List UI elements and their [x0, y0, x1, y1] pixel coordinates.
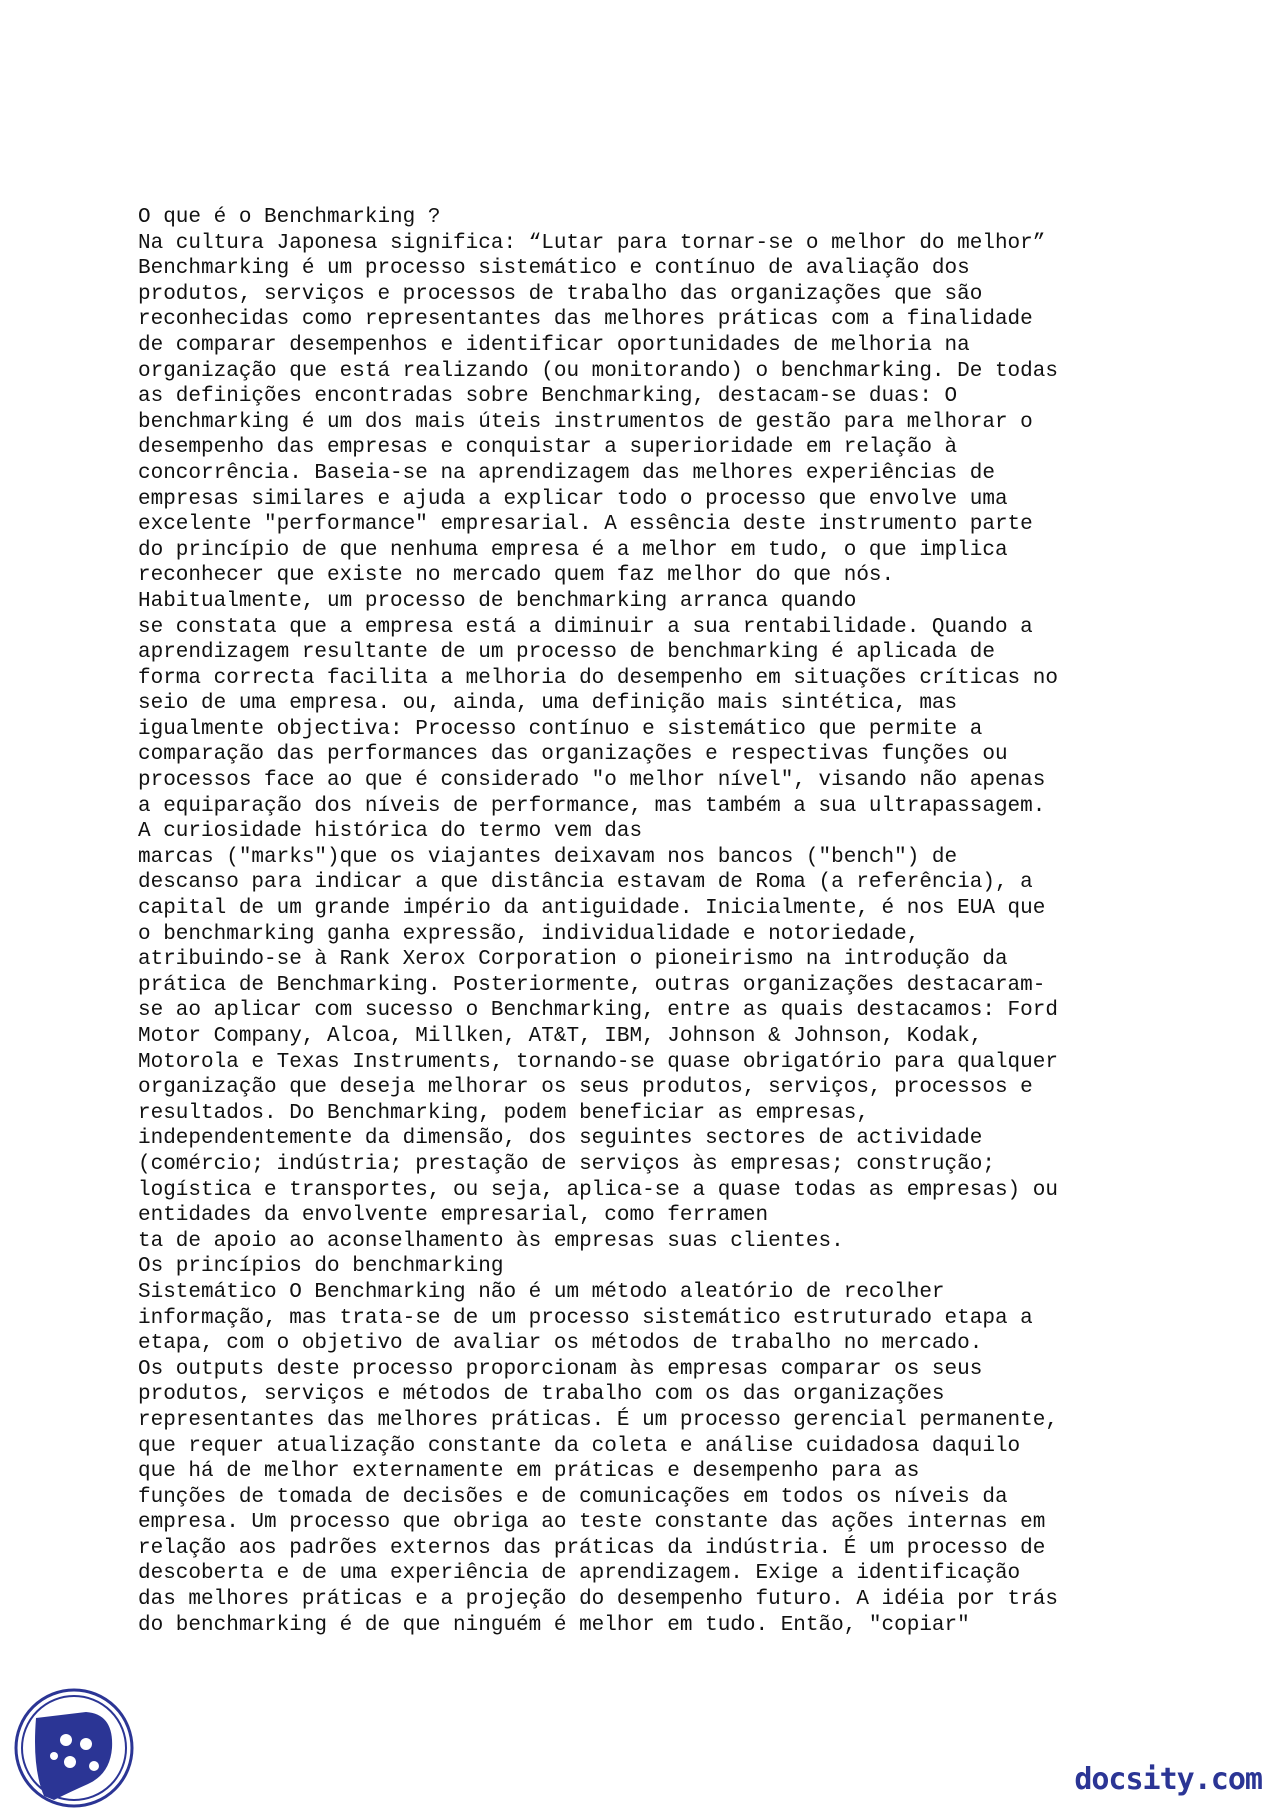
text-line: Os outputs deste processo proporcionam às empresas comparar os seus	[138, 1357, 983, 1381]
text-line: organização que está realizando (ou monitorando) o benchmarking. De todas	[138, 359, 1058, 383]
text-line: A curiosidade histórica do termo vem das	[138, 820, 643, 844]
text-line: forma correcta facilita a melhoria do desempenho em situações críticas no	[138, 666, 1058, 690]
text-line: reconhecidas como representantes das melhores práticas com a finalidade	[138, 308, 1033, 332]
text-line: produtos, serviços e métodos de trabalho com os das organizações	[138, 1383, 945, 1407]
text-line: funções de tomada de decisões e de comunicações em todos os níveis da	[138, 1485, 1008, 1509]
text-line: produtos, serviços e processos de trabalho das organizações que são	[138, 282, 983, 306]
text-line: relação aos padrões externos das práticas da indústria. É um processo de	[138, 1536, 1046, 1560]
text-line: Os princípios do benchmarking	[138, 1255, 504, 1279]
text-line: informação, mas trata-se de um processo sistemático estruturado etapa a	[138, 1306, 1033, 1330]
text-line: as definições encontradas sobre Benchmarking, destacam-se duas: O	[138, 385, 958, 409]
text-line: aprendizagem resultante de um processo de benchmarking é aplicada de	[138, 641, 995, 665]
document-body	[138, 205, 1248, 1638]
text-line: descoberta e de uma experiência de aprendizagem. Exige a identificação	[138, 1562, 1021, 1586]
text-line: seio de uma empresa. ou, ainda, uma definição mais sintética, mas	[138, 692, 958, 716]
text-line: etapa, com o objetivo de avaliar os métodos de trabalho no mercado.	[138, 1332, 983, 1356]
text-line: benchmarking é um dos mais úteis instrumentos de gestão para melhorar o	[138, 410, 1033, 434]
text-line: concorrência. Baseia-se na aprendizagem das melhores experiências de	[138, 461, 995, 485]
text-line: representantes das melhores práticas. É um processo gerencial permanente,	[138, 1408, 1058, 1432]
text-line: entidades da envolvente empresarial, como ferramen	[138, 1204, 769, 1228]
text-line: igualmente objectiva: Processo contínuo e sistemático que permite a	[138, 717, 983, 741]
text-line: a equiparação dos níveis de performance, mas também a sua ultrapassagem.	[138, 794, 1046, 818]
text-line: empresas similares e ajuda a explicar todo o processo que envolve uma	[138, 487, 1008, 511]
text-line: reconhecer que existe no mercado quem faz melhor do que nós.	[138, 564, 895, 588]
text-line: do benchmarking é de que ninguém é melhor em tudo. Então, "copiar"	[138, 1613, 970, 1637]
text-line: Sistemático O Benchmarking não é um método aleatório de recolher	[138, 1280, 945, 1304]
docsity-brand-link[interactable]: docsity.com	[1074, 1762, 1262, 1797]
text-line: organização que deseja melhorar os seus produtos, serviços, processos e	[138, 1076, 1033, 1100]
text-line: O que é o Benchmarking ?	[138, 206, 441, 229]
text-line: que requer atualização constante da coleta e análise cuidadosa daquilo	[138, 1434, 1021, 1458]
text-line: Motorola e Texas Instruments, tornando-se quase obrigatório para qualquer	[138, 1050, 1058, 1074]
text-line: que há de melhor externamente em práticas e desempenho para as	[138, 1460, 920, 1484]
text-line: Motor Company, Alcoa, Millken, AT&T, IBM, Johnson & Johnson, Kodak,	[138, 1025, 983, 1048]
text-line: (comércio; indústria; prestação de serviços às empresas; construção;	[138, 1152, 995, 1176]
text-line: comparação das performances das organizações e respectivas funções ou	[138, 743, 1008, 767]
text-line: o benchmarking ganha expressão, individualidade e notoriedade,	[138, 922, 920, 946]
text-line: das melhores práticas e a projeção do desempenho futuro. A idéia por trás	[138, 1588, 1058, 1612]
text-line: empresa. Um processo que obriga ao teste constante das ações internas em	[138, 1511, 1046, 1535]
text-line: do princípio de que nenhuma empresa é a melhor em tudo, o que implica	[138, 538, 1008, 562]
text-line: Benchmarking é um processo sistemático e contínuo de avaliação dos	[138, 257, 970, 281]
text-line: resultados. Do Benchmarking, podem beneficiar as empresas,	[138, 1101, 869, 1125]
docsity-logo-icon	[14, 1688, 134, 1808]
text-line: independentemente da dimensão, dos seguintes sectores de actividade	[138, 1127, 983, 1151]
text-line: prática de Benchmarking. Posteriormente, outras organizações destacaram-	[138, 973, 1046, 997]
text-line: descanso para indicar a que distância estavam de Roma (a referência), a	[138, 871, 1033, 895]
text-line: marcas ("marks")que os viajantes deixavam nos bancos ("bench") de	[138, 845, 958, 869]
text-line: desempenho das empresas e conquistar a superioridade em relação à	[138, 436, 958, 460]
text-line: se ao aplicar com sucesso o Benchmarking, entre as quais destacamos: Ford	[138, 999, 1058, 1023]
text-line: atribuindo-se à Rank Xerox Corporation o pioneirismo na introdução da	[138, 948, 1008, 972]
text-line: Habitualmente, um processo de benchmarking arranca quando	[138, 589, 857, 613]
text-line: logística e transportes, ou seja, aplica-se a quase todas as empresas) ou	[138, 1178, 1058, 1202]
text-line: ta de apoio ao aconselhamento às empresas suas clientes.	[138, 1229, 844, 1253]
text-line: Na cultura Japonesa significa: “Lutar para tornar-se o melhor do melhor”	[138, 231, 1046, 255]
text-line: capital de um grande império da antiguidade. Inicialmente, é nos EUA que	[138, 897, 1046, 921]
text-line: excelente "performance" empresarial. A essência deste instrumento parte	[138, 513, 1033, 537]
text-line: processos face ao que é considerado "o melhor nível", visando não apenas	[138, 769, 1046, 793]
text-line: de comparar desempenhos e identificar oportunidades de melhoria na	[138, 333, 970, 357]
text-line: se constata que a empresa está a diminuir a sua rentabilidade. Quando a	[138, 615, 1033, 639]
